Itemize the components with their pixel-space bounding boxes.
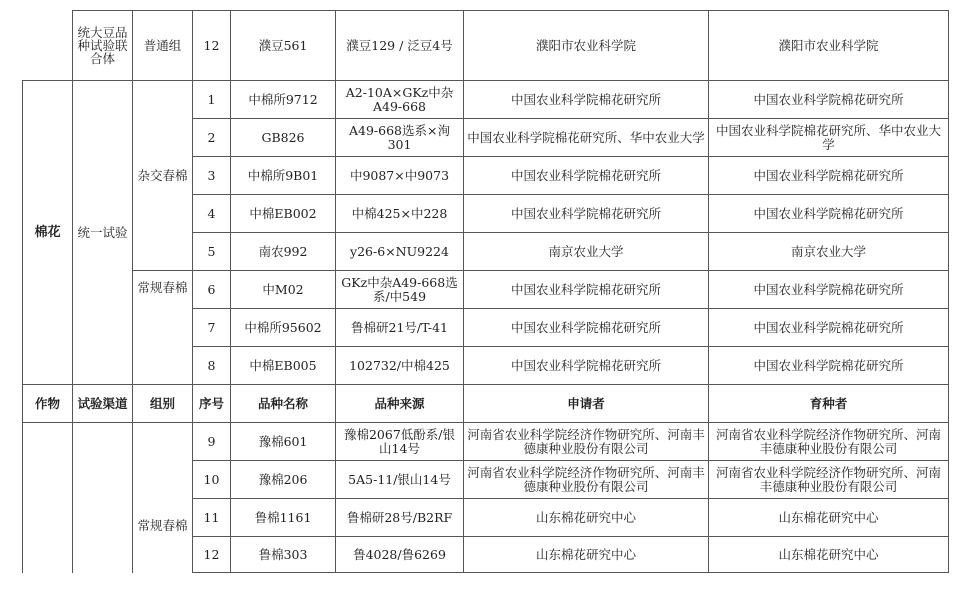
- header-applicant: 申请者: [464, 385, 709, 423]
- header-group: 组别: [133, 385, 193, 423]
- breeder-cell: 山东棉花研究中心: [709, 499, 949, 537]
- source-cell: 5A5-11/银山14号: [336, 461, 464, 499]
- breeder-cell: 中国农业科学院棉花研究所: [709, 309, 949, 347]
- breeder-cell: 中国农业科学院棉花研究所: [709, 81, 949, 119]
- applicant-cell: 山东棉花研究中心: [464, 537, 709, 573]
- no-cell: 2: [193, 119, 231, 157]
- name-cell: GB826: [231, 119, 336, 157]
- breeder-cell: 中国农业科学院棉花研究所、华中农业大学: [709, 119, 949, 157]
- name-cell: 中M02: [231, 271, 336, 309]
- channel-cell: 统一试验: [73, 81, 133, 385]
- name-cell: 鲁棉303: [231, 537, 336, 573]
- no-cell: 9: [193, 423, 231, 461]
- no-cell: 7: [193, 309, 231, 347]
- no-cell: 5: [193, 233, 231, 271]
- header-no: 序号: [193, 385, 231, 423]
- name-cell: 中棉所9B01: [231, 157, 336, 195]
- channel-cell-empty: [73, 423, 133, 573]
- applicant-cell: 中国农业科学院棉花研究所: [464, 195, 709, 233]
- table-row: [23, 271, 949, 309]
- crop-cell-empty: [23, 423, 73, 573]
- source-cell: A2-10A×GKz中杂A49-668: [336, 81, 464, 119]
- name-cell: 鲁棉1161: [231, 499, 336, 537]
- no-cell: 3: [193, 157, 231, 195]
- applicant-cell: 南京农业大学: [464, 233, 709, 271]
- channel-cell: 统大豆品种试验联合体: [73, 11, 133, 81]
- source-cell: y26-6×NU9224: [336, 233, 464, 271]
- source-cell: 鲁4028/鲁6269: [336, 537, 464, 573]
- source-cell: 鲁棉研21号/T-41: [336, 309, 464, 347]
- name-cell: 豫棉601: [231, 423, 336, 461]
- no-cell: 11: [193, 499, 231, 537]
- name-cell: 中棉所9712: [231, 81, 336, 119]
- applicant-cell: 山东棉花研究中心: [464, 499, 709, 537]
- group-cell: 常规春棉: [133, 271, 193, 385]
- name-cell: 中棉EB002: [231, 195, 336, 233]
- group-cell: 普通组: [133, 11, 193, 81]
- applicant-cell: 河南省农业科学院经济作物研究所、河南丰德康种业股份有限公司: [464, 461, 709, 499]
- no-cell: 1: [193, 81, 231, 119]
- crop-cell: 棉花: [23, 81, 73, 385]
- applicant-cell: 河南省农业科学院经济作物研究所、河南丰德康种业股份有限公司: [464, 423, 709, 461]
- applicant-cell: 中国农业科学院棉花研究所: [464, 271, 709, 309]
- applicant-cell: 中国农业科学院棉花研究所、华中农业大学: [464, 119, 709, 157]
- breeder-cell: 中国农业科学院棉花研究所: [709, 157, 949, 195]
- applicant-cell: 中国农业科学院棉花研究所: [464, 309, 709, 347]
- name-cell: 中棉所95602: [231, 309, 336, 347]
- no-cell: 8: [193, 347, 231, 385]
- no-cell: 12: [193, 537, 231, 573]
- header-name: 品种名称: [231, 385, 336, 423]
- table-row: [23, 423, 949, 461]
- header-breeder: 育种者: [709, 385, 949, 423]
- header-source: 品种来源: [336, 385, 464, 423]
- source-cell: 濮豆129 / 泛豆4号: [336, 11, 464, 81]
- header-crop: 作物: [23, 385, 73, 423]
- no-cell: 12: [193, 11, 231, 81]
- name-cell: 南农992: [231, 233, 336, 271]
- applicant-cell: 濮阳市农业科学院: [464, 11, 709, 81]
- breeder-cell: 河南省农业科学院经济作物研究所、河南丰德康种业股份有限公司: [709, 461, 949, 499]
- source-cell: 102732/中棉425: [336, 347, 464, 385]
- breeder-cell: 南京农业大学: [709, 233, 949, 271]
- breeder-cell: 濮阳市农业科学院: [709, 11, 949, 81]
- name-cell: 濮豆561: [231, 11, 336, 81]
- no-cell: 10: [193, 461, 231, 499]
- header-channel: 试验渠道: [73, 385, 133, 423]
- variety-table: [22, 10, 949, 573]
- group-cell: 杂交春棉: [133, 81, 193, 271]
- source-cell: GKz中杂A49-668选系/中549: [336, 271, 464, 309]
- source-cell: 中棉425×中228: [336, 195, 464, 233]
- breeder-cell: 中国农业科学院棉花研究所: [709, 347, 949, 385]
- breeder-cell: 河南省农业科学院经济作物研究所、河南丰德康种业股份有限公司: [709, 423, 949, 461]
- breeder-cell: 中国农业科学院棉花研究所: [709, 195, 949, 233]
- table-row: [23, 11, 949, 81]
- source-cell: 鲁棉研28号/B2RF: [336, 499, 464, 537]
- source-cell: 豫棉2067低酚系/银山14号: [336, 423, 464, 461]
- table-header-row: [23, 385, 949, 423]
- name-cell: 豫棉206: [231, 461, 336, 499]
- source-cell: A49-668选系×洵301: [336, 119, 464, 157]
- breeder-cell: 山东棉花研究中心: [709, 537, 949, 573]
- breeder-cell: 中国农业科学院棉花研究所: [709, 271, 949, 309]
- group-cell: 常规春棉: [133, 423, 193, 573]
- name-cell: 中棉EB005: [231, 347, 336, 385]
- no-cell: 6: [193, 271, 231, 309]
- applicant-cell: 中国农业科学院棉花研究所: [464, 81, 709, 119]
- table-row: [23, 81, 949, 119]
- no-cell: 4: [193, 195, 231, 233]
- applicant-cell: 中国农业科学院棉花研究所: [464, 347, 709, 385]
- applicant-cell: 中国农业科学院棉花研究所: [464, 157, 709, 195]
- source-cell: 中9087×中9073: [336, 157, 464, 195]
- crop-cell-empty: [23, 11, 73, 81]
